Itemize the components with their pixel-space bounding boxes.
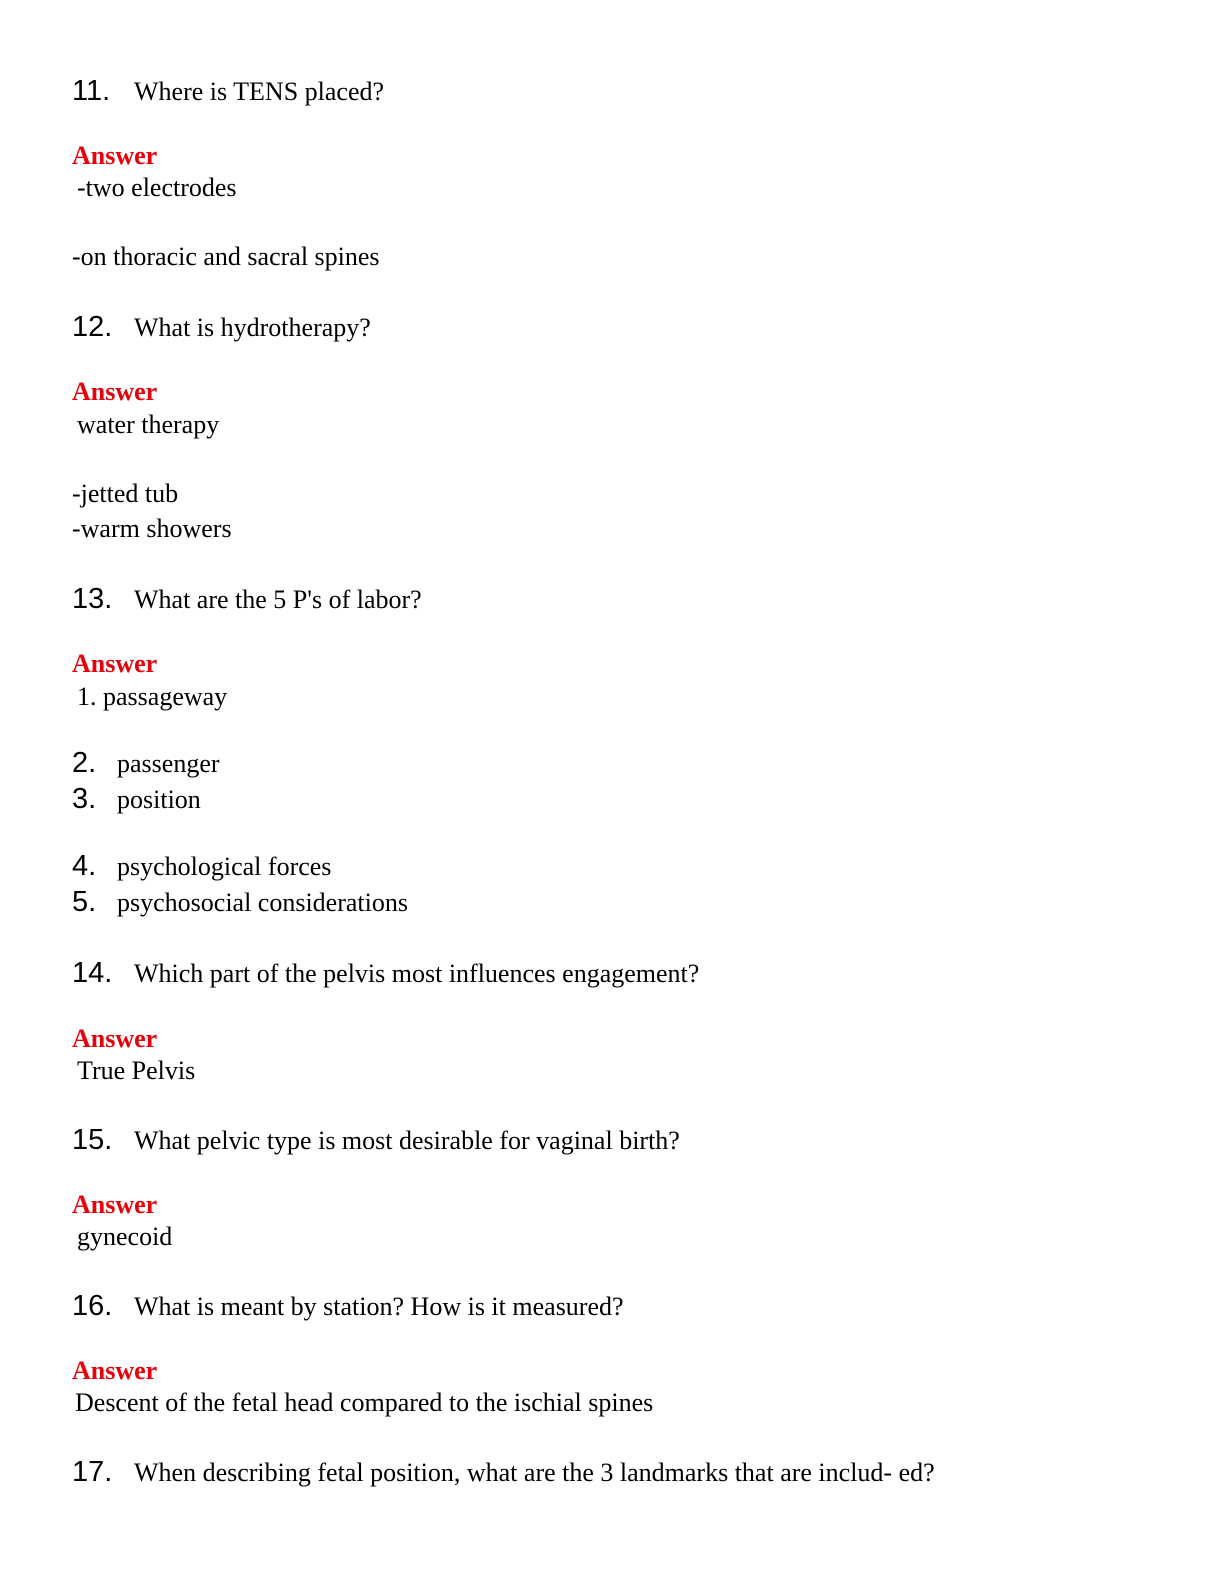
answer-line: -two electrodes <box>77 173 237 202</box>
question-text: What is hydrotherapy? <box>134 313 371 342</box>
question-12 <box>72 312 371 343</box>
question-number: 12. <box>72 311 113 343</box>
question-number: 14. <box>72 957 113 989</box>
question-text: Where is TENS placed? <box>134 77 385 106</box>
list-item <box>72 784 201 815</box>
question-number: 17. <box>72 1456 113 1488</box>
list-text: psychological forces <box>117 852 332 881</box>
question-11 <box>72 76 384 107</box>
answer-label: Answer <box>72 141 158 170</box>
question-text: When describing fetal position, what are the 3 landmarks that are includ- ed? <box>134 1458 935 1487</box>
question-17 <box>72 1457 935 1488</box>
question-number: 13. <box>72 583 113 615</box>
answer-line: water therapy <box>77 410 220 439</box>
question-text: What pelvic type is most desirable for vaginal birth? <box>134 1126 680 1155</box>
question-number: 16. <box>72 1290 113 1322</box>
question-number: 15. <box>72 1124 113 1156</box>
answer-line: gynecoid <box>77 1222 173 1251</box>
answer-label: Answer <box>72 1024 158 1053</box>
question-number: 11. <box>72 75 111 107</box>
list-item <box>72 887 408 918</box>
question-14 <box>72 958 699 989</box>
list-item <box>72 748 220 779</box>
list-number: 5. <box>72 886 97 918</box>
list-item <box>72 851 331 882</box>
question-15 <box>72 1125 680 1156</box>
answer-line: -on thoracic and sacral spines <box>72 242 380 271</box>
list-number: 3. <box>72 783 97 815</box>
answer-label: Answer <box>72 1190 158 1219</box>
question-text: Which part of the pelvis most influences engagement? <box>134 959 700 988</box>
answer-line: 1. passageway <box>77 682 228 711</box>
list-text: psychosocial considerations <box>117 888 408 917</box>
list-number: 2. <box>72 747 97 779</box>
list-text: position <box>117 785 201 814</box>
list-number: 4. <box>72 850 97 882</box>
question-text: What are the 5 P's of labor? <box>134 585 422 614</box>
question-text: What is meant by station? How is it measured? <box>134 1292 624 1321</box>
answer-line: -warm showers <box>72 514 232 543</box>
answer-label: Answer <box>72 1356 158 1385</box>
answer-label: Answer <box>72 377 158 406</box>
list-text: passenger <box>117 749 220 778</box>
answer-line: True Pelvis <box>77 1056 196 1085</box>
answer-label: Answer <box>72 649 158 678</box>
answer-line: Descent of the fetal head compared to the ischial spines <box>75 1388 654 1417</box>
question-13 <box>72 584 422 615</box>
question-16 <box>72 1291 624 1322</box>
answer-line: -jetted tub <box>72 479 179 508</box>
